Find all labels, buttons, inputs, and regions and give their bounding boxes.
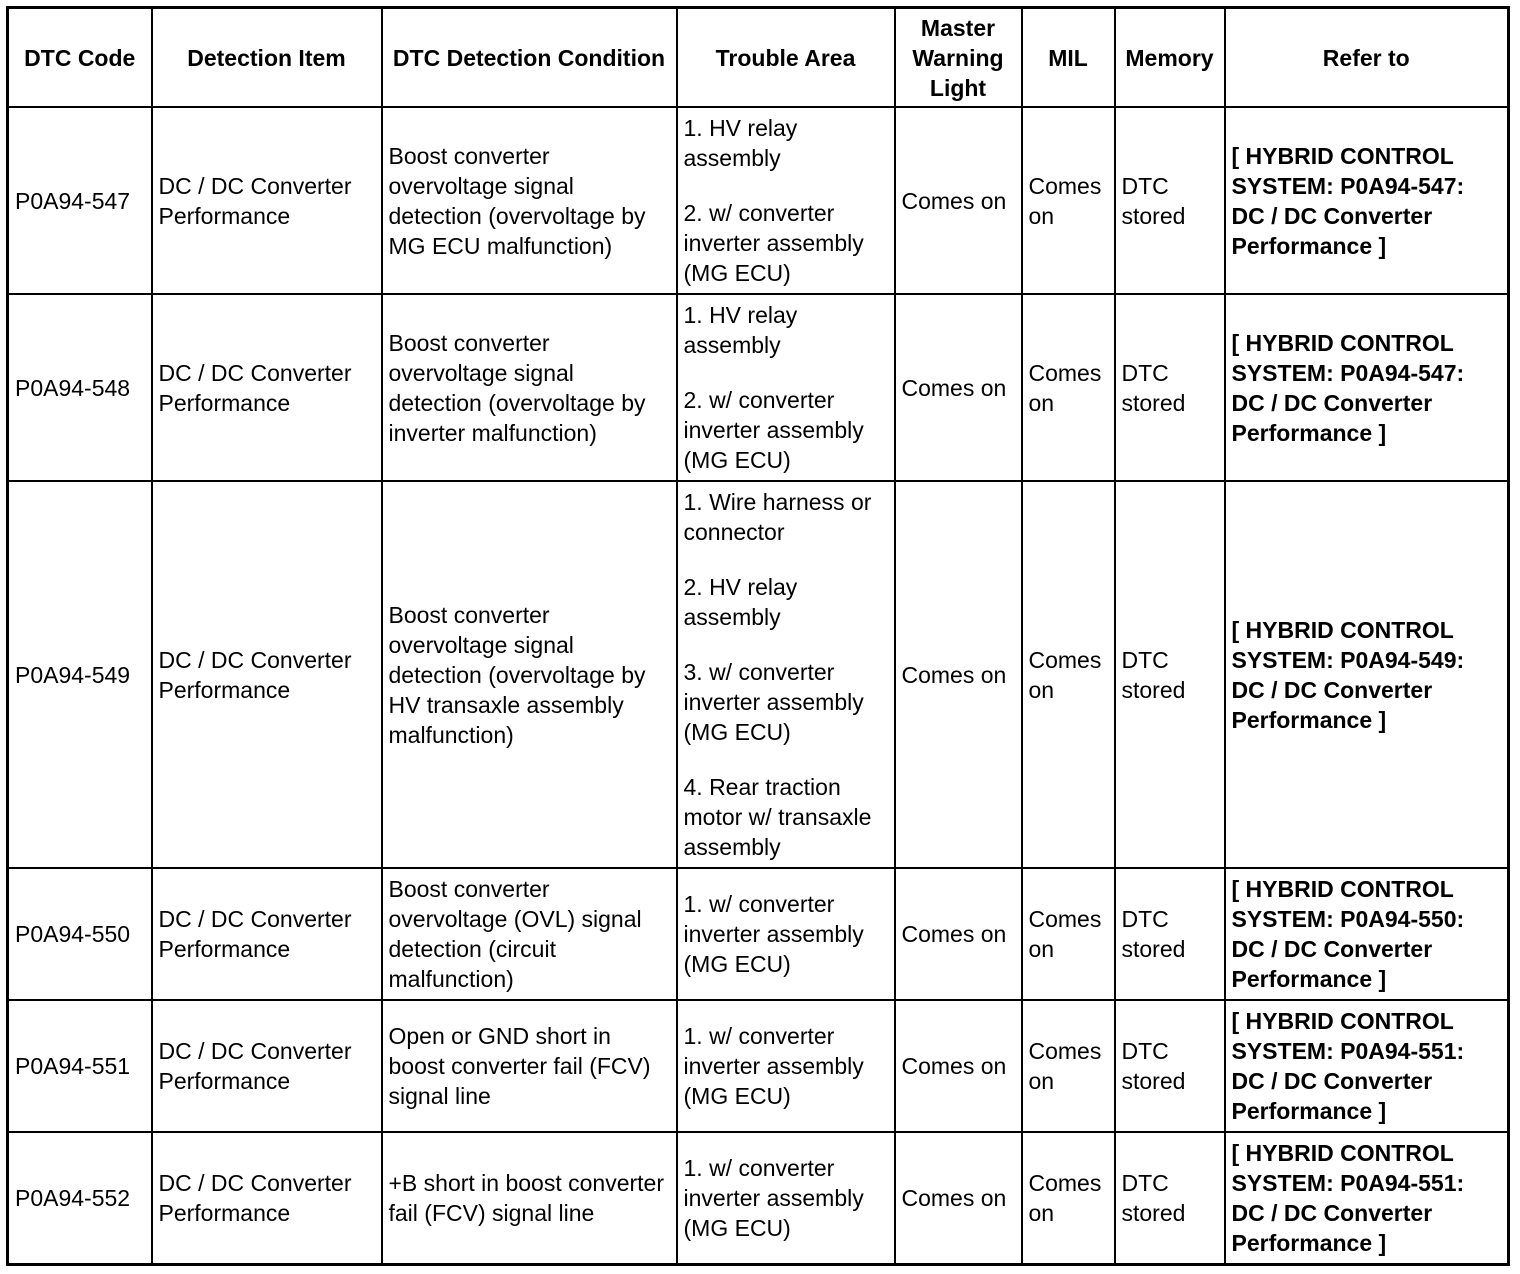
trouble-area-item: 2. HV relay assembly	[683, 574, 798, 630]
table-row	[8, 481, 1509, 868]
cell-trouble-area	[677, 107, 895, 294]
cell-detection-condition: Boost converter overvoltage signal detection (overvoltage by HV transaxle assembly malfunction)	[382, 481, 677, 868]
header-detection-item: Detection Item	[152, 8, 382, 108]
cell-master-warning-light: Comes on	[895, 868, 1022, 1000]
cell-trouble-area	[677, 481, 895, 868]
header-refer-to: Refer to	[1225, 8, 1509, 108]
cell-memory: DTC stored	[1115, 294, 1225, 481]
cell-master-warning-light: Comes on	[895, 294, 1022, 481]
cell-detection-condition: Boost converter overvoltage signal detection (overvoltage by MG ECU malfunction)	[382, 107, 677, 294]
table-row	[8, 868, 1509, 1000]
table-header-row	[8, 8, 1509, 108]
header-master-warning-light: Master Warning Light	[895, 8, 1022, 108]
cell-trouble-area	[677, 1000, 895, 1132]
cell-detection-item: DC / DC Converter Performance	[152, 1132, 382, 1264]
trouble-area-item: 2. w/ converter inverter assembly (MG ECU)	[683, 200, 864, 286]
trouble-area-item: 2. w/ converter inverter assembly (MG ECU)	[683, 387, 864, 473]
table-row	[8, 294, 1509, 481]
cell-refer-to: [ HYBRID CONTROL SYSTEM: P0A94-547: DC / DC Converter Performance ]	[1225, 294, 1509, 481]
cell-mil: Comes on	[1022, 1132, 1115, 1264]
trouble-area-item: 3. w/ converter inverter assembly (MG ECU)	[683, 659, 864, 745]
cell-memory: DTC stored	[1115, 107, 1225, 294]
cell-trouble-area	[677, 1132, 895, 1264]
cell-refer-to: [ HYBRID CONTROL SYSTEM: P0A94-549: DC / DC Converter Performance ]	[1225, 481, 1509, 868]
cell-detection-condition: Boost converter overvoltage (OVL) signal detection (circuit malfunction)	[382, 868, 677, 1000]
trouble-area-item: 1. w/ converter inverter assembly (MG ECU)	[683, 1023, 864, 1109]
trouble-area-item: 1. HV relay assembly	[683, 115, 798, 171]
cell-master-warning-light: Comes on	[895, 107, 1022, 294]
header-trouble-area: Trouble Area	[677, 8, 895, 108]
cell-master-warning-light: Comes on	[895, 481, 1022, 868]
trouble-area-item: 1. Wire harness or connector	[683, 489, 872, 545]
dtc-table-container	[6, 6, 1510, 1266]
cell-master-warning-light: Comes on	[895, 1132, 1022, 1264]
trouble-area-item: 4. Rear traction motor w/ transaxle assembly	[683, 774, 872, 860]
cell-dtc-code: P0A94-550	[8, 868, 152, 1000]
header-detection-condition: DTC Detection Condition	[382, 8, 677, 108]
cell-detection-item: DC / DC Converter Performance	[152, 1000, 382, 1132]
cell-master-warning-light: Comes on	[895, 1000, 1022, 1132]
cell-detection-condition: Open or GND short in boost converter fail (FCV) signal line	[382, 1000, 677, 1132]
cell-trouble-area	[677, 868, 895, 1000]
cell-dtc-code: P0A94-548	[8, 294, 152, 481]
cell-dtc-code: P0A94-549	[8, 481, 152, 868]
trouble-area-item: 1. w/ converter inverter assembly (MG ECU)	[683, 891, 864, 977]
table-row	[8, 1000, 1509, 1132]
cell-dtc-code: P0A94-547	[8, 107, 152, 294]
cell-refer-to: [ HYBRID CONTROL SYSTEM: P0A94-551: DC / DC Converter Performance ]	[1225, 1132, 1509, 1264]
cell-mil: Comes on	[1022, 294, 1115, 481]
trouble-area-item: 1. HV relay assembly	[683, 302, 798, 358]
cell-detection-item: DC / DC Converter Performance	[152, 294, 382, 481]
cell-dtc-code: P0A94-551	[8, 1000, 152, 1132]
header-dtc-code: DTC Code	[8, 8, 152, 108]
header-mil: MIL	[1022, 8, 1115, 108]
cell-dtc-code: P0A94-552	[8, 1132, 152, 1264]
trouble-area-item: 1. w/ converter inverter assembly (MG ECU)	[683, 1154, 864, 1241]
cell-mil: Comes on	[1022, 107, 1115, 294]
cell-detection-item: DC / DC Converter Performance	[152, 868, 382, 1000]
cell-refer-to: [ HYBRID CONTROL SYSTEM: P0A94-547: DC / DC Converter Performance ]	[1225, 107, 1509, 294]
cell-mil: Comes on	[1022, 868, 1115, 1000]
table-row	[8, 1132, 1509, 1264]
cell-memory: DTC stored	[1115, 868, 1225, 1000]
dtc-table	[6, 6, 1510, 1266]
cell-trouble-area	[677, 294, 895, 481]
cell-mil: Comes on	[1022, 1000, 1115, 1132]
cell-detection-condition: Boost converter overvoltage signal detection (overvoltage by inverter malfunction)	[382, 294, 677, 481]
cell-refer-to: [ HYBRID CONTROL SYSTEM: P0A94-550: DC / DC Converter Performance ]	[1225, 868, 1509, 1000]
cell-mil: Comes on	[1022, 481, 1115, 868]
cell-detection-item: DC / DC Converter Performance	[152, 481, 382, 868]
cell-memory: DTC stored	[1115, 1000, 1225, 1132]
cell-memory: DTC stored	[1115, 1132, 1225, 1264]
cell-memory: DTC stored	[1115, 481, 1225, 868]
cell-detection-condition: +B short in boost converter fail (FCV) signal line	[382, 1132, 677, 1264]
header-memory: Memory	[1115, 8, 1225, 108]
cell-detection-item: DC / DC Converter Performance	[152, 107, 382, 294]
cell-refer-to: [ HYBRID CONTROL SYSTEM: P0A94-551: DC / DC Converter Performance ]	[1225, 1000, 1509, 1132]
table-row	[8, 107, 1509, 294]
